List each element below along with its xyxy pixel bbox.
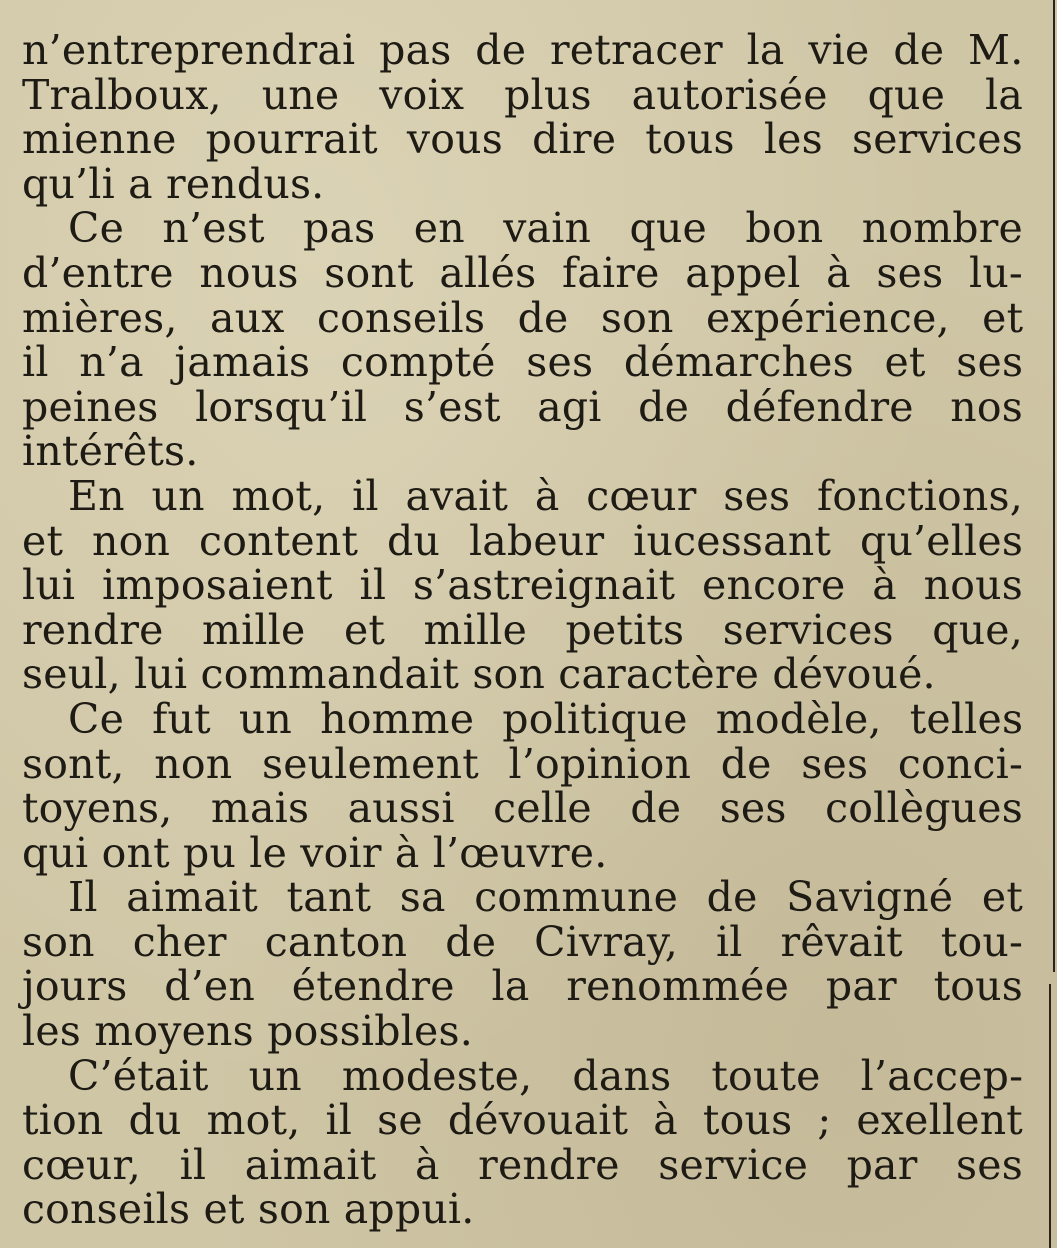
text-line: seul, lui commandait son caractère dévoué.: [22, 650, 936, 699]
text-line: peines lorsqu’il s’est agi de défendre nos: [22, 382, 1024, 431]
text-line: Ce fut un homme politique modèle, telles: [68, 694, 1024, 743]
text-line: Tralboux, une voix plus autorisée que la: [22, 70, 1023, 119]
paragraph-6: [22, 1051, 1024, 1234]
paragraph-5: [22, 873, 1023, 1056]
paragraph-1: [22, 28, 1023, 206]
text-line: rendre mille et mille petits services que,: [22, 605, 1023, 654]
text-line: n’entreprendrai pas de retracer la vie de M.: [22, 26, 1024, 74]
paragraph-2: [22, 206, 1023, 474]
text-line: mienne pourrait vous dire tous les services: [22, 115, 1023, 164]
text-line: qui ont pu le voir à l’œuvre.: [22, 828, 608, 877]
text-line: Il aimait tant sa commune de Savigné et: [68, 873, 1023, 922]
text-line: C’était un modeste, dans toute l’accep-: [68, 1051, 1024, 1100]
text-line: toyens, mais aussi celle de ses collègues: [22, 784, 1023, 833]
text-line: cœur, il aimait à rendre service par ses: [22, 1140, 1023, 1189]
text-line: En un mot, il avait à cœur ses fonctions,: [68, 471, 1023, 520]
text-line: conseils et son appui.: [22, 1185, 475, 1234]
text-line: mières, aux conseils de son expérience, et: [22, 293, 1024, 342]
text-line: sont, non seulement l’opinion de ses conci-: [22, 739, 1023, 788]
text-line: tion du mot, il se dévouait à tous ; exellent: [22, 1096, 1023, 1145]
paragraph-4: [22, 694, 1024, 877]
column-rule-divider: [1049, 984, 1051, 1248]
text-line: les moyens possibles.: [22, 1007, 473, 1056]
text-line: d’entre nous sont allés faire appel à ses lu-: [22, 248, 1023, 297]
column-rule-divider: [1053, 0, 1055, 972]
text-line: il n’a jamais compté ses démarches et ses: [22, 338, 1024, 387]
text-line: Ce n’est pas en vain que bon nombre: [68, 204, 1023, 253]
text-line: lui imposaient il s’astreignait encore à nous: [22, 561, 1023, 610]
text-line: et non content du labeur iucessant qu’elles: [22, 516, 1024, 565]
paragraph-3: [22, 471, 1024, 699]
text-line: qu’li a rendus.: [22, 159, 325, 208]
text-line: intérêts.: [22, 427, 199, 476]
text-line: son cher canton de Civray, il rêvait tou-: [22, 917, 1023, 966]
text-line: jours d’en étendre la renommée par tous: [22, 962, 1023, 1011]
